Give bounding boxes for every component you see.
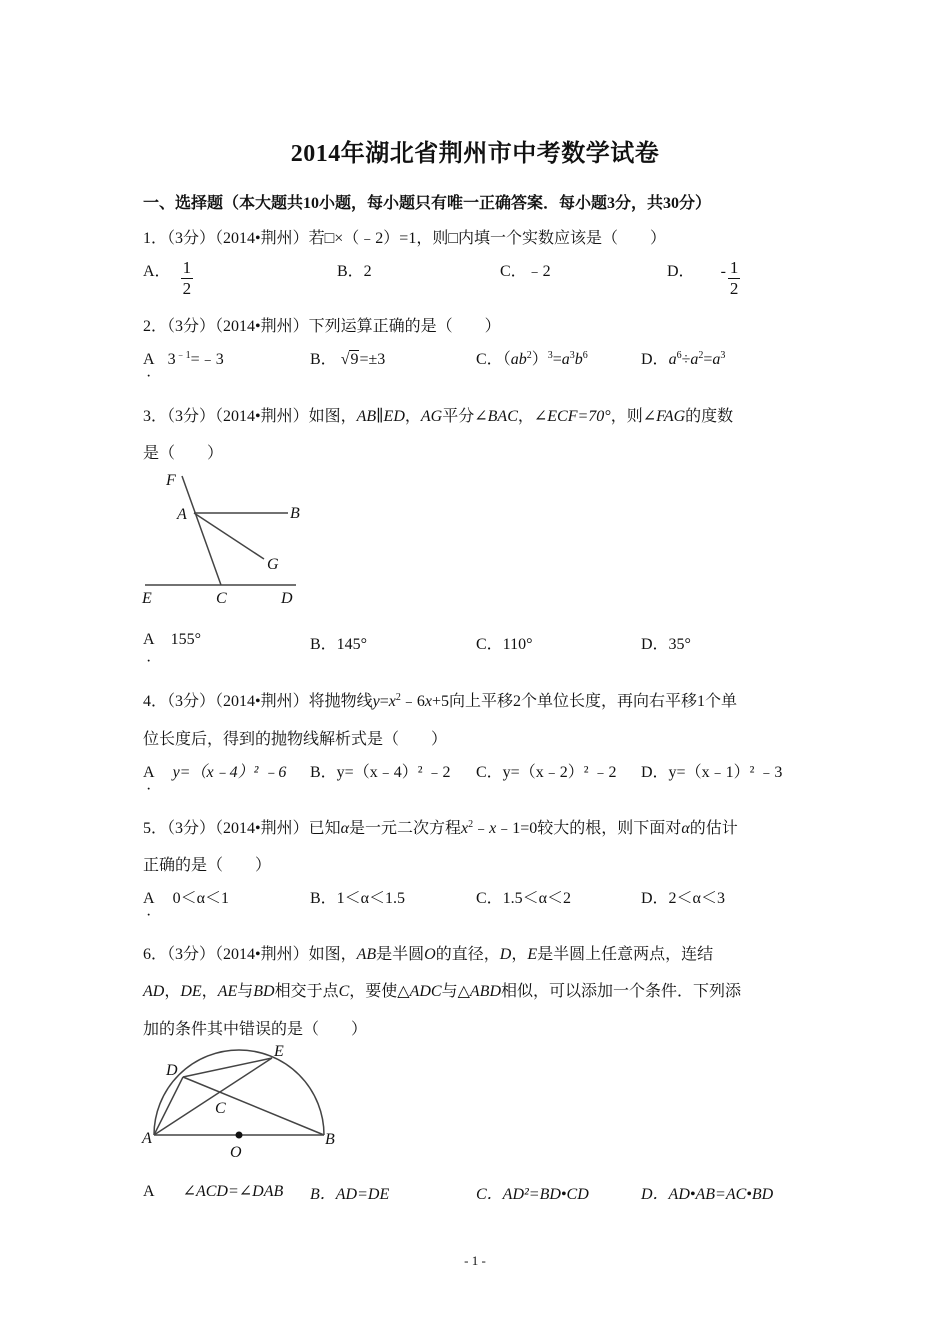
question-1-option-b: B．2	[337, 263, 372, 280]
stem-text: 3．（3分）（2014•荆州）如图，	[143, 408, 357, 425]
superscript: ﹣1	[175, 350, 191, 361]
question-6-option-d: D．AD•AB=AC•BD	[641, 1186, 774, 1203]
center-point	[236, 1132, 243, 1139]
minus-sign: -	[720, 263, 726, 280]
label-b: B	[290, 505, 300, 522]
option-label: D．	[667, 263, 695, 280]
question-4-stem-line2: 位长度后，得到的抛物线解析式是（ ）	[143, 731, 448, 748]
stem-text: 的直径，	[435, 946, 500, 963]
option-label: A	[143, 764, 155, 781]
label-o: O	[230, 1144, 242, 1161]
figure-parallel-lines	[138, 468, 313, 610]
question-3-option-d: D．35°	[641, 636, 691, 653]
option-text: 0＜α＜1	[172, 890, 229, 907]
stem-text: 是一元二次方程	[349, 820, 462, 837]
label-f: F	[166, 472, 176, 489]
math-var: FAG	[656, 408, 686, 425]
fraction	[728, 258, 741, 299]
math-var: AB	[356, 408, 377, 425]
stem-text: ，要使△	[349, 983, 410, 1000]
question-2-option-a	[143, 346, 224, 369]
question-2-stem: 2．（3分）（2014•荆州）下列运算正确的是（ ）	[143, 318, 501, 335]
question-1-stem: 1．（3分）（2014•荆州）若□×（﹣2）=1，则□内填一个实数应该是（ ）	[143, 230, 666, 247]
dot-mark: ·	[146, 907, 152, 924]
question-1-option-a	[143, 258, 193, 299]
stem-text: 4．（3分）（2014•荆州）将抛物线	[143, 693, 373, 710]
numerator: 1	[182, 258, 192, 277]
question-2-option-c: C．$(ab^2)^3=a^3b^6$	[476, 350, 588, 368]
label-c: C	[216, 590, 227, 607]
label-e: E	[274, 1043, 284, 1060]
stem-text: ，则∠	[610, 408, 657, 425]
question-4-option-b: B．y=（x﹣4）² ﹣2	[310, 764, 451, 781]
question-3-stem: 3．（3分）（2014•荆州）如图，AB∥ED，AG平分∠BAC，∠ECF=70°，则∠FAG的度数	[143, 408, 734, 425]
dot-mark: ·	[146, 653, 152, 670]
option-label: A	[143, 631, 155, 648]
question-6-option-a	[143, 1181, 283, 1201]
line-ag	[194, 513, 264, 559]
stem-text: 相交于点	[274, 983, 339, 1000]
option-label: C．	[476, 351, 503, 368]
sqrt-symbol: √9	[340, 351, 359, 368]
question-5-stem-line2: 正确的是（ ）	[143, 857, 272, 874]
numerator: 1	[729, 258, 739, 277]
question-2-option-b	[310, 346, 385, 369]
stem-text: 较大的根，则下面对	[537, 820, 682, 837]
dot-mark: ·	[146, 368, 152, 385]
stem-text: 向上平移2个单位长度，再向右平移1个单	[449, 693, 738, 710]
stem-text: 与	[237, 983, 254, 1000]
denominator: 2	[182, 279, 192, 298]
question-5-option-a	[143, 885, 229, 908]
label-c: C	[215, 1100, 226, 1117]
question-5-option-b: B．1＜α＜1.5	[310, 890, 406, 907]
fraction	[181, 258, 194, 299]
label-d: D	[166, 1062, 178, 1079]
question-1-option-c: C．﹣2	[500, 263, 551, 280]
math-var: ED	[383, 408, 405, 425]
stem-text: 5．（3分）（2014•荆州）已知	[143, 820, 341, 837]
label-a: A	[177, 506, 187, 523]
question-3-option-a	[143, 631, 201, 649]
page-title: 2014年湖北省荆州市中考数学试卷	[290, 141, 660, 167]
label-d: D	[281, 590, 293, 607]
question-5-stem: 5．（3分）（2014•荆州）已知α是一元二次方程$x^2﹣x﹣1=0$较大的根，则下面对α的估计	[143, 819, 738, 837]
stem-text: 相似，可以添加一个条件．下列添	[501, 983, 742, 1000]
stem-text: 的估计	[689, 820, 738, 837]
question-6-option-b: B．AD=DE	[310, 1186, 390, 1203]
question-1-option-d	[667, 258, 740, 299]
option-label: A	[143, 351, 154, 368]
math-var: BAC	[487, 408, 518, 425]
question-3-option-b: B．145°	[310, 636, 368, 653]
question-5-option-d: D．2＜α＜3	[641, 890, 725, 907]
figure-semicircle	[138, 1040, 343, 1162]
question-5-option-c: C．1.5＜α＜2	[476, 890, 572, 907]
question-2-option-d: D．$a^6\div a^2=a^3$	[641, 350, 726, 368]
stem-text: 是半圆	[376, 946, 425, 963]
option-text: ∠ACD=∠DAB	[182, 1183, 284, 1200]
question-3-option-c: C．110°	[476, 636, 533, 653]
radicand: 9	[350, 351, 359, 368]
option-text: y=（x﹣4）² ﹣6	[172, 764, 287, 781]
stem-text: 平分∠	[442, 408, 488, 425]
option-label: A	[143, 890, 155, 907]
option-label: D．	[641, 351, 669, 368]
option-text: 155°	[170, 631, 201, 648]
dot-mark: ·	[146, 781, 152, 798]
question-6-stem-line2: AD，DE，AE与BD相交于点C，要使△ADC与△ABD相似，可以添加一个条件．下列添	[143, 983, 742, 1000]
stem-text: 6．（3分）（2014•荆州）如图，	[143, 946, 357, 963]
question-4-option-d: D．y=（x﹣1）² ﹣3	[641, 764, 783, 781]
question-4-option-a	[143, 759, 286, 782]
question-4-option-c: C．y=（x﹣2）² ﹣2	[476, 764, 617, 781]
option-text: =﹣3	[190, 351, 224, 368]
option-label: B．	[310, 351, 337, 368]
line-bd	[183, 1077, 324, 1135]
section-heading: 一、选择题（本大题共10小题，每小题只有唯一正确答案．每小题3分，共30分）	[143, 195, 712, 212]
label-e: E	[142, 590, 152, 607]
semicircle-arc	[154, 1050, 324, 1135]
option-text: 3	[167, 351, 176, 368]
parallel-symbol: ∥	[376, 408, 384, 425]
stem-text: 是半圆上任意两点，连结	[537, 946, 714, 963]
question-3-stem-line2: 是（ ）	[143, 445, 224, 462]
option-text: =±3	[359, 351, 386, 368]
label-b: B	[325, 1131, 335, 1148]
line-fc	[182, 476, 221, 585]
math-var: AG	[420, 408, 443, 425]
question-6-stem: 6．（3分）（2014•荆州）如图，AB是半圆O的直径，D，E是半圆上任意两点，连结	[143, 946, 714, 963]
stem-text: 的度数	[685, 408, 734, 425]
question-6-stem-line3: 加的条件其中错误的是（ ）	[143, 1021, 368, 1038]
denominator: 2	[729, 279, 739, 298]
page-number: - 1 -	[464, 1253, 486, 1268]
math-var: ∠ECF=70°	[533, 408, 611, 425]
question-6-option-c: C．AD²=BD•CD	[476, 1186, 589, 1203]
question-4-stem: 4．（3分）（2014•荆州）将抛物线$y=x^2﹣6x+5$向上平移2个单位长度，再向右平移1个单	[143, 692, 738, 710]
option-label: A	[143, 1183, 155, 1200]
label-g: G	[267, 556, 279, 573]
stem-text: 与△	[441, 983, 470, 1000]
option-label: A．	[143, 263, 171, 280]
label-a: A	[142, 1130, 152, 1147]
